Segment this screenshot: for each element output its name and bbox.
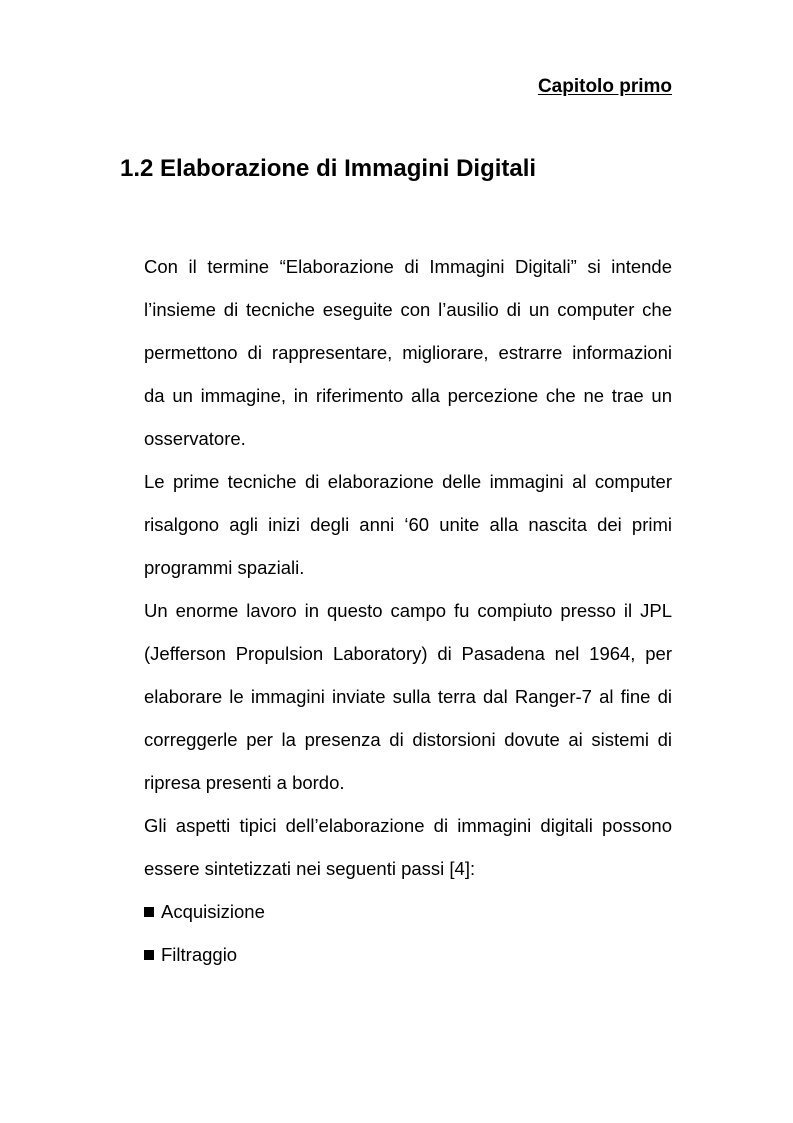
body-text <box>144 245 672 976</box>
list-item-label: Acquisizione <box>161 901 265 922</box>
section-title: 1.2 Elaborazione di Immagini Digitali <box>120 155 537 182</box>
list-item <box>144 933 672 976</box>
paragraph: Con il termine “Elaborazione di Immagini Digitali” si intende l’insieme di tecniche eseguite con l’ausilio di un computer che permettono di rappresentare, migliorare, estrarre informazioni da un immagine, in riferimento alla percezione che ne trae un osservatore. <box>144 256 672 449</box>
black-square-bullet-icon <box>144 950 154 960</box>
list-item-label: Filtraggio <box>161 944 238 965</box>
paragraph: Un enorme lavoro in questo campo fu compiuto presso il JPL (Jefferson Propulsion Laboratory) di Pasadena nel 1964, per elaborare le immagini inviate sulla terra dal Ranger-7 al fine di correggerle per la presenza di distorsioni dovute ai sistemi di ripresa presenti a bordo. <box>144 600 672 793</box>
black-square-bullet-icon <box>144 907 154 917</box>
list-item <box>144 890 672 933</box>
paragraph: Gli aspetti tipici dell’elaborazione di immagini digitali possono essere sintetizzati nei seguenti passi [4]: <box>144 815 672 879</box>
paragraph: Le prime tecniche di elaborazione delle immagini al computer risalgono agli inizi degli anni ‘60 unite alla nascita dei primi programmi spaziali. <box>144 471 672 578</box>
bullet-list <box>144 890 672 976</box>
running-header: Capitolo primo <box>537 76 672 97</box>
